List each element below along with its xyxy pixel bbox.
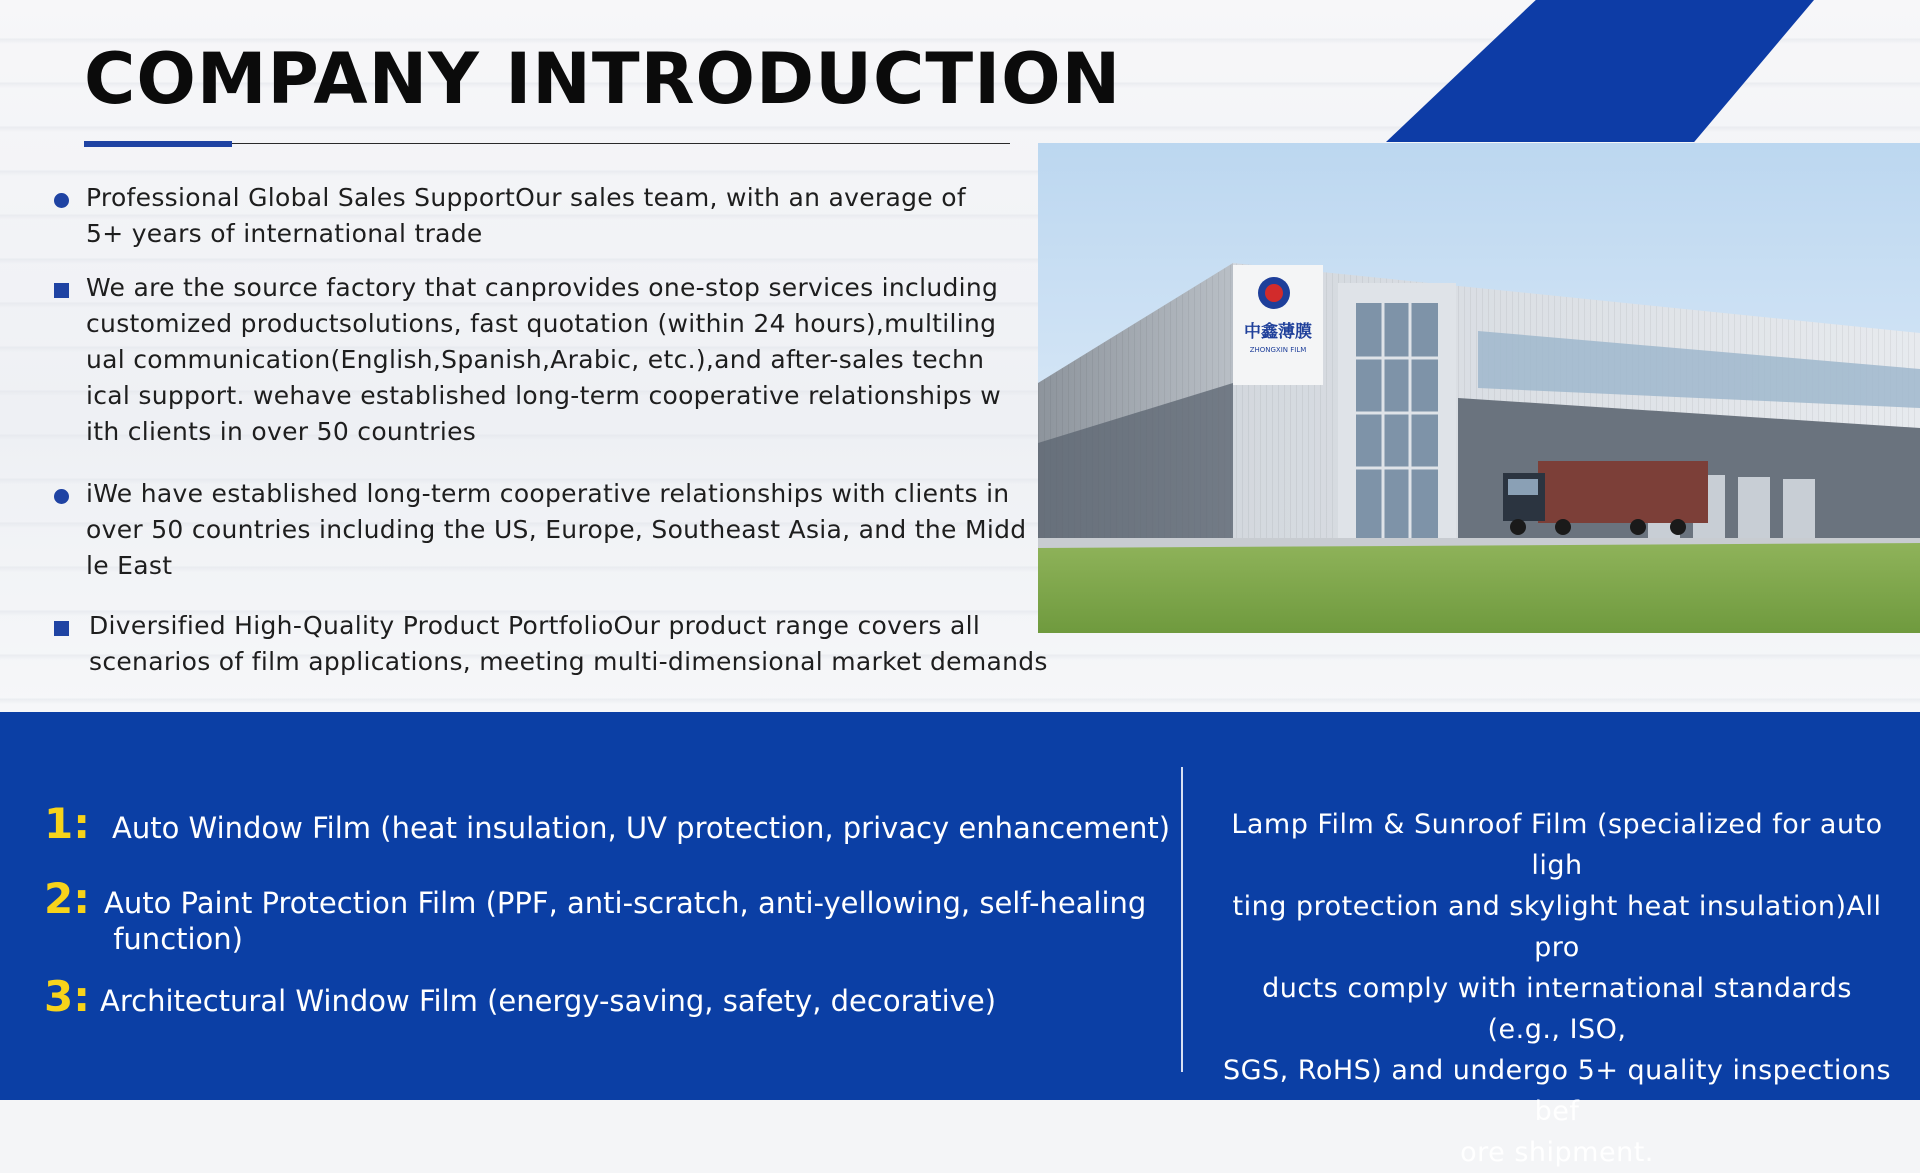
bullet-line: ual communication(English,Spanish,Arabic, etc.),and after-sales techn — [86, 345, 985, 374]
product-line: Auto Paint Protection Film (PPF, anti-scratch, anti-yellowing, self-healing — [104, 886, 1147, 920]
bullet-dot-icon — [54, 193, 69, 208]
product-number: 2: — [44, 874, 91, 923]
bullet-line: ith clients in over 50 countries — [86, 417, 477, 446]
note-line: ting protection and skylight heat insulation)All pro — [1232, 891, 1882, 963]
factory-photo — [1038, 143, 1920, 633]
sign-subtext: ZHONGXIN FILM — [1249, 346, 1307, 354]
bullet-line: le East — [86, 551, 173, 580]
bullet-line: ical support. wehave established long-term cooperative relationships w — [86, 381, 1001, 410]
compliance-note — [1222, 804, 1892, 1173]
title-accent-bar — [84, 141, 232, 147]
product-line: Architectural Window Film (energy-saving, safety, decorative) — [100, 984, 997, 1018]
note-line: SGS, RoHS) and undergo 5+ quality inspections bef — [1222, 1055, 1892, 1127]
note-line: Lamp Film & Sunroof Film (specialized for auto ligh — [1231, 809, 1883, 881]
products-divider — [1181, 767, 1183, 1072]
note-line: ducts comply with international standards (e.g., ISO, — [1262, 973, 1852, 1045]
blue-slash-decoration — [1386, 0, 1814, 142]
product-line: function) — [104, 922, 243, 956]
bullet-square-icon — [54, 283, 69, 298]
bullet-line: iWe have established long-term cooperative relationships with clients in — [86, 479, 1010, 508]
product-line: Auto Window Film (heat insulation, UV protection, privacy enhancement) — [112, 811, 1171, 845]
note-line: ore shipment. — [1460, 1137, 1654, 1168]
bullet-line: 5+ years of international trade — [86, 219, 483, 248]
product-number: 1: — [44, 799, 91, 848]
sign-text: 中鑫薄膜 — [1244, 322, 1312, 342]
product-number: 3: — [44, 972, 91, 1021]
bullet-dot-icon — [54, 489, 69, 504]
bullet-line: customized productsolutions, fast quotation (within 24 hours),multiling — [86, 309, 997, 338]
bullet-line: over 50 countries including the US, Europe, Southeast Asia, and the Midd — [86, 515, 1027, 544]
page-title: COMPANY INTRODUCTION — [84, 38, 1122, 120]
bullet-line: scenarios of film applications, meeting multi-dimensional market demands — [89, 647, 1048, 676]
bullet-square-icon — [54, 621, 69, 636]
bullet-line: We are the source factory that canprovides one-stop services including — [86, 273, 999, 302]
bullet-line: Diversified High-Quality Product PortfolioOur product range covers all — [89, 611, 981, 640]
bullet-line: Professional Global Sales SupportOur sales team, with an average of — [86, 183, 966, 212]
